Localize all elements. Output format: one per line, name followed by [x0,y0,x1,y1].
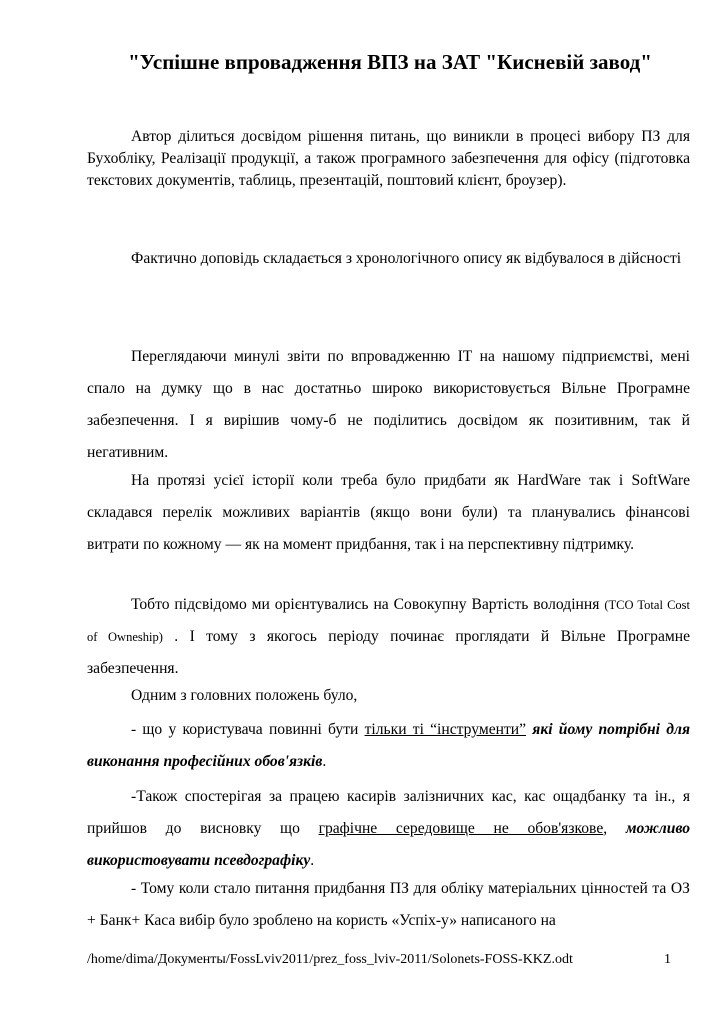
user-tools-period: . [322,753,327,770]
paragraph-tco [87,589,690,685]
tco-abbreviation: (TCO Total Cost of Owneship) [87,598,690,644]
paragraph-intro: Автор ділиться досвідом рішення питань, що виникли в процесі вибору ПЗ для Бухобліку, Реалізації продукції, а також програмного забезпечення для офісу (підготовка текстових документів, таблиць, презентацій, поштовий клієнт, броузер). [87,128,690,189]
document-title: "Успішне впровадження ВПЗ на ЗАТ "Кисневій завод" [128,50,652,74]
pseudographics-comma: , [603,820,626,837]
pseudographics-period: . [310,852,315,869]
user-tools-emphasis: які йому потрібні для виконання професійних обов'язків [87,721,690,770]
paragraph-history: На протязі усієї історії коли треба було придбати як HardWare так і SoftWare складався перелік можливих варіантів (якщо вони були) та планувались фінансові витрати по кожному — як на момент придбання, так і на перспективну підтримку. [87,472,690,553]
paragraph-report-description: Фактично доповідь складається з хронологічного опису як відбувалося в дійсності [131,250,682,267]
paragraph-main-principles: Одним з головних положень було, [131,687,358,704]
footer-file-path: /home/dima/Документы/FossLviv2011/prez_foss_lviv-2011/Solonets-FOSS-KKZ.odt [87,952,573,967]
paragraph-user-tools [87,714,690,778]
paragraph-software-choice: - Тому коли стало питання придбання ПЗ для обліку матеріальних цінностей та ОЗ + Банк+ Каса вибір було зроблено на користь «Успіх-у» написаного на [87,880,690,929]
paragraph-pseudographics [87,781,690,877]
pseudographics-underlined: графічне середовище не обов'язкове [318,820,604,837]
tco-text-end: . І тому з якогось періоду починає проглядати й Вільне Програмне забезпечення. [87,628,690,677]
user-tools-underlined: тільки ті “інструменти” [364,721,527,738]
footer-page-number: 1 [664,952,671,967]
pseudographics-text: -Також спостерігая за працею касирів залізничних кас, кас ощадбанку та ін., я прийшов до висновку що [87,788,690,837]
tco-text-start: Тобто підсвідомо ми орієнтувались на Совокупну Вартість володіння [131,596,605,613]
paragraph-reports-review: Переглядаючи минулі звіти по впровадженню ІТ на нашому підприємстві, мені спало на думку що в нас достатньо широко використовується Вільне Програмне забезпечення. І я вирішив чому-б не поділитись досвідом як позитивним, так й негативним. [87,348,690,461]
user-tools-text: - що у користувача повинні бути [131,721,365,738]
pseudographics-emphasis: можливо використовувати псевдографіку [87,820,691,869]
